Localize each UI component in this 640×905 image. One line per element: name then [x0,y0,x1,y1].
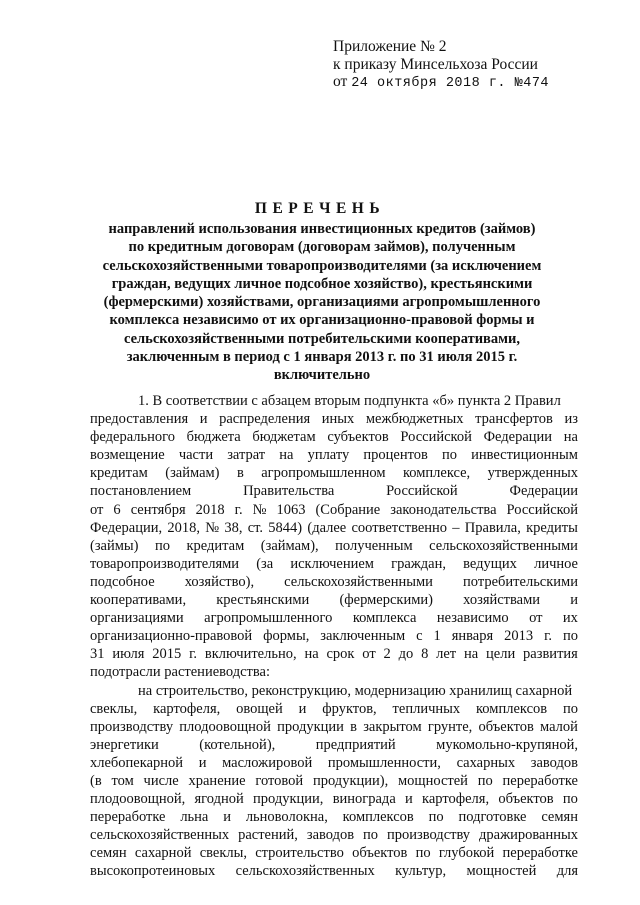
word: (в [90,772,102,789]
word: по [562,628,578,645]
word: 8 [421,646,429,663]
word: продукции), [312,772,389,789]
word: дражированных [479,827,578,844]
word: января [451,628,494,645]
paragraph-2 [90,682,578,881]
word: Правительства [243,483,335,500]
word: организационно-правовой [90,628,253,645]
word: Федерации [509,483,578,500]
word: части [178,447,214,464]
word: мощностей [398,772,468,789]
word: от [529,610,543,627]
word: и [298,700,307,717]
word: с [416,628,423,645]
word: кредитам [186,537,245,554]
word: сельскохозяйственными [429,537,578,554]
word: заключенным [320,628,406,645]
word: бюджета [186,429,241,446]
subtitle-line: сельскохозяйственными товаропроизводителями (за исключением [102,257,542,274]
body-line [90,772,578,790]
word: хлебопекарной [90,754,184,771]
word: в [350,718,357,735]
word: затрат [227,447,266,464]
word: энергетики [90,736,159,753]
word: комплексов [342,809,414,826]
word: граждан, [391,555,446,572]
word: на [304,646,319,663]
subtitle-line: направлений использования инвестиционных кредитов (займов) [108,221,536,237]
subtitle-line: сельскохозяйственными потребительскими кооперативами, [123,330,520,347]
word: 1063 [276,501,306,518]
word: до [398,646,414,663]
word: промышленности, [327,754,441,771]
word: для [556,863,578,880]
body-line [90,700,578,718]
word: масложировой [222,754,313,771]
word: лет [436,646,457,663]
word: льна [180,809,209,826]
appendix-date-prefix: от [333,73,352,90]
appendix-order-date [333,73,593,93]
document-subtitle [92,220,552,385]
word: сельскохозяйственных [90,827,230,844]
body-line [90,482,578,500]
word: и [198,754,207,771]
document-body [90,392,578,881]
word: сахарной [134,845,192,862]
word: законодательства [390,501,497,518]
word: семян [541,809,578,826]
word: числе [143,772,179,789]
word: продукции, [253,791,324,808]
word: объектов [478,718,534,735]
word: уплату [307,447,350,464]
word: свеклы, [199,845,247,862]
body-line [90,754,578,772]
word: комплексе, [402,465,471,482]
body-line [90,844,578,862]
appendix-number: Приложение № 2 [333,38,447,55]
word: по [562,791,578,808]
word: тепличных [392,700,461,717]
word: и [570,592,578,609]
word: Российской [400,429,472,446]
body-line: 1. В соответствии с абзацем вторым подпункта «б» пункта 2 Правил [138,393,561,409]
word: крестьянскими [216,592,310,609]
body-line [90,790,578,808]
word: 2018, [167,519,200,536]
word: семян [90,845,127,862]
word: (займам), [260,537,319,554]
word: картофеля, [422,791,490,808]
word: объектов [498,791,554,808]
word: производству [386,827,471,844]
word: формы, [263,628,310,645]
body-line [90,428,578,446]
body-line [90,555,578,573]
word: 31 [90,646,105,663]
appendix-order-ref: к приказу Минсельхоза России [333,55,538,73]
word: и [405,791,413,808]
word: по [477,772,493,789]
word: (фермерскими) [339,592,433,609]
word: в [236,465,244,482]
word: Федерации [483,429,553,446]
word: продукции [277,718,344,735]
word: сельскохозяйственных [235,863,375,880]
subtitle-line: заключенным в период с 1 января 2013 г. по 31 июля 2015 г. [126,349,518,366]
body-line: на строительство, реконструкцию, модернизацию хранилищ сахарной [138,682,573,699]
word: кредитам [90,465,148,482]
word: фруктов, [322,700,377,717]
word: грунте, [427,718,473,735]
word: сахарных [456,754,516,771]
body-line [90,808,578,826]
body-line [90,591,578,609]
word: мукомольно-крупяной, [436,736,578,753]
word: мощностей [466,863,537,880]
word: по [562,700,578,717]
word: по [441,447,457,464]
word: Федерации, [90,519,163,536]
word: на [279,447,294,464]
word: сентября [130,501,186,518]
word: кредиты [526,519,578,536]
word: заводов [530,754,578,771]
word: переработке [90,809,166,826]
word: федерального [90,429,175,446]
body-line [90,609,578,627]
word: по [363,827,379,844]
word: объектов [352,845,408,862]
word: от [362,646,376,663]
word: бюджетам [252,429,316,446]
word: свеклы, [90,700,138,717]
word: плодоовощной [179,718,271,735]
word: агропромышленном [261,465,386,482]
word: инвестиционным [471,447,578,464]
word: кооперативами, [90,592,187,609]
body-line [90,573,578,591]
word: личное [534,555,578,572]
word: – [452,519,460,536]
word: агропромышленного [204,610,333,627]
word: г. [189,646,198,663]
paragraph-1 [90,392,578,682]
word: на [463,646,479,663]
word: Правила, [464,519,521,536]
word: процентов [363,447,428,464]
word: подсобное [90,573,155,590]
body-line [90,826,578,844]
word: переработке [502,845,578,862]
body-line [90,736,578,754]
word: строительство [255,845,344,862]
word: и [223,809,231,826]
word: распределения [219,411,311,428]
word: от [90,501,104,518]
word: соответственно [351,519,448,536]
word: предприятий [315,736,396,753]
body-line [90,501,578,519]
appendix-header [333,38,593,93]
word: (котельной), [199,736,276,753]
word: г. [234,501,243,518]
document-title: ПЕРЕЧЕНЬ [254,200,386,217]
body-line [90,464,578,482]
word: цели [486,646,516,663]
word: г. [544,628,552,645]
body-line: подотрасли растениеводства: [90,664,270,681]
word: потребительскими [463,573,578,590]
word: льноволокна, [245,809,328,826]
body-line [90,410,578,428]
word: на [563,429,578,446]
word: полученным [335,537,413,554]
word: готовой [255,772,304,789]
body-line [90,519,578,537]
word: товаропроизводителями [90,555,240,572]
word: ведущих [463,555,517,572]
word: картофеля, [153,700,221,717]
word: и [199,411,208,428]
word: (далее [307,519,347,536]
word: 1 [433,628,441,645]
word: хозяйствами [463,592,541,609]
word: (за [256,555,274,572]
word: субъектов [327,429,389,446]
word: утвержденных [487,465,578,482]
word: (займы) [90,537,139,554]
word: комплексов [476,700,548,717]
subtitle-line: граждан, ведущих личное подсобное хозяйство), крестьянскими [111,275,533,292]
word: хранение [188,772,246,789]
word: комплекса [352,610,417,627]
word: предоставления [90,411,189,428]
body-line [90,718,578,736]
word: Российской [386,483,458,500]
word: 5844) [268,519,303,536]
word: независимо [436,610,509,627]
word: овощей [236,700,283,717]
body-line [90,446,578,464]
body-line [90,645,578,663]
body-line [90,862,578,880]
word: № [205,519,220,536]
word: ягодной [194,791,244,808]
word: исключением [290,555,374,572]
word: 2018 [195,501,225,518]
word: высокопротеиновых [90,863,216,880]
word: подготовке [458,809,527,826]
word: постановлением [90,483,192,500]
word: их [562,610,578,627]
word: (займам) [165,465,220,482]
word: производству [90,718,174,735]
word: организациями [90,610,184,627]
word: межбюджетных [365,411,464,428]
word: винограда [332,791,396,808]
word: № [252,501,267,518]
subtitle-line: по кредитным договорам (договорам займов), полученным [128,239,516,256]
word: по [428,809,444,826]
word: ст. [247,519,264,536]
word: глубокой [438,845,495,862]
word: 2 [383,646,391,663]
word: переработке [502,772,578,789]
word: хозяйство), [184,573,255,590]
word: плодоовощной, [90,791,186,808]
subtitle-line: комплекса независимо от их организационно-правовой формы и [109,312,535,329]
word: (Собрание [315,501,381,518]
word: развития [523,646,578,663]
word: 2013 [504,628,534,645]
word: возмещение [90,447,165,464]
word: 2015 [152,646,182,663]
subtitle-line: включительно [273,367,371,384]
word: по [415,845,431,862]
word: 38, [224,519,243,536]
word: срок [326,646,355,663]
subtitle-line: (фермерскими) хозяйствами, организациями агропромышленного [103,294,541,311]
word: трансфертов [475,411,553,428]
word: том [111,772,134,789]
word: закрытом [363,718,422,735]
word: Российской [506,501,578,518]
word: сельскохозяйственными [284,573,433,590]
word: включительно, [204,646,297,663]
body-line [90,627,578,645]
word: июля [112,646,145,663]
word: заводов [306,827,355,844]
word: по [154,537,170,554]
appendix-date-number: 24 октября 2018 г. №474 [351,76,550,91]
word: из [564,411,578,428]
word: иных [321,411,355,428]
word: культур, [395,863,447,880]
word: растений, [238,827,298,844]
body-line [90,537,578,555]
word: 6 [113,501,121,518]
word: малой [540,718,578,735]
